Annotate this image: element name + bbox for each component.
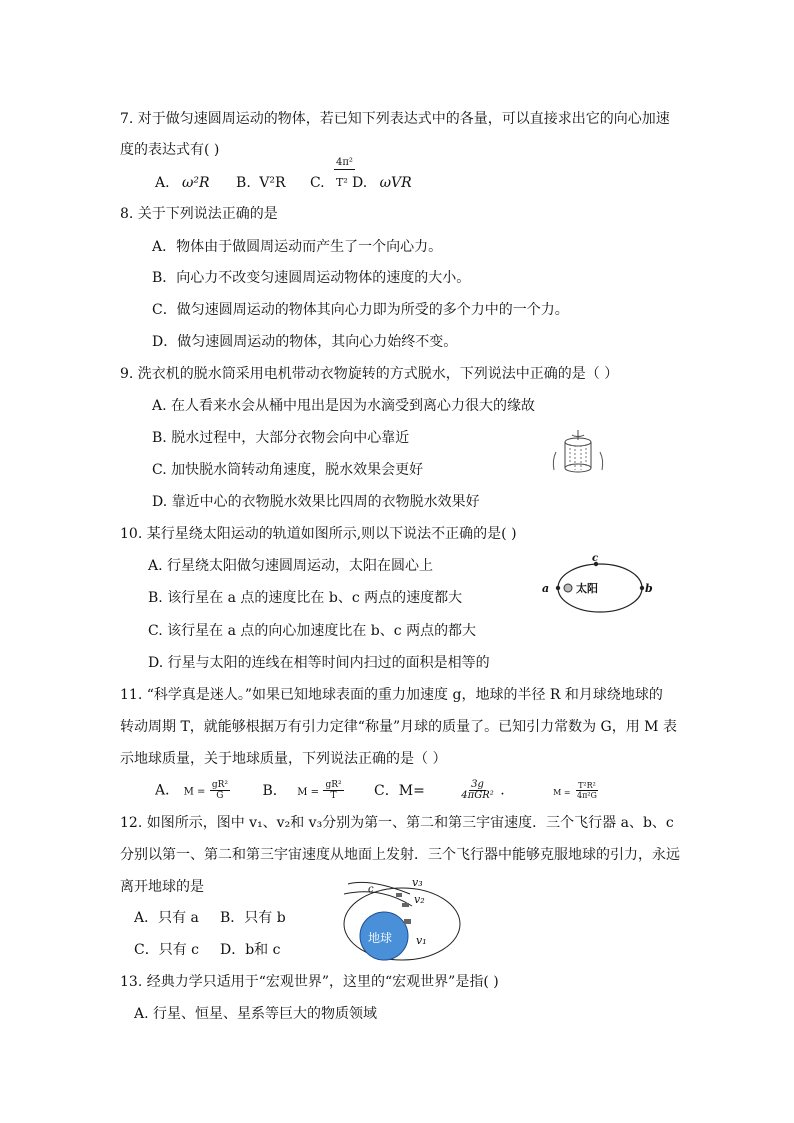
- q10-option-a: A. 行星绕太阳做匀速圆周运动，太阳在圆心上: [148, 558, 434, 574]
- q8-option-c: C．做匀速圆周运动的物体其向心力即为所受的多个力中的一个力。: [152, 302, 569, 318]
- sun-marker: [564, 584, 572, 592]
- q10-option-d: D. 行星与太阳的连线在相等时间内扫过的面积是相等的: [148, 655, 490, 671]
- trajectory-c-label: c: [368, 884, 374, 895]
- q11-option-a-denominator: G: [216, 791, 224, 801]
- orbit-sun-label: 太阳: [576, 582, 598, 595]
- q7-option-c-label: C.: [309, 175, 325, 191]
- q7-option-c-numerator: 4π²: [336, 157, 353, 168]
- q10-option-b: B. 该行星在 a 点的速度比在 b、c 两点的速度都大: [148, 590, 463, 606]
- q11-option-c-label: C．M=: [374, 782, 425, 799]
- q11-option-d-prefix: M =: [553, 787, 571, 797]
- q7-option-c-denominator: T²: [336, 176, 348, 189]
- q11-option-a-label: A．: [155, 782, 180, 799]
- q7-option-b-math: V²R: [259, 175, 286, 191]
- q11-option-a-numerator: gR²: [211, 780, 228, 790]
- q10-option-c: C. 该行星在 a 点的向心加速度比在 b、c 两点的都大: [148, 623, 477, 639]
- q7-option-a-label: A.: [155, 175, 170, 191]
- q12-option-c: C．只有 c: [134, 942, 200, 958]
- spacecraft-a: [396, 893, 402, 897]
- q9-option-a: A. 在人看来水会从桶中甩出是因为水滴受到离心力很大的缘故: [152, 398, 536, 414]
- q12-stem-line3: 离开地球的是: [120, 879, 204, 895]
- q13-option-a: A. 行星、恒星、星系等巨大的物质领域: [134, 1006, 378, 1022]
- q11-option-d-denominator: 4π²G: [577, 791, 597, 800]
- q7-stem-line1: 7. 对于做匀速圆周运动的物体，若已知下列表达式中的各量，可以直接求出它的向心加速: [120, 111, 670, 127]
- water-spray-left: [553, 452, 556, 470]
- q7-option-b-label: B.: [236, 175, 251, 191]
- q9-option-d: D. 靠近中心的衣物脱水效果比四周的衣物脱水效果好: [152, 494, 480, 510]
- q12-stem-line1: 12. 如图所示，图中 v₁、v₂和 v₃分别为第一、第二和第三宇宙速度．三个飞行器 a、b、c: [120, 815, 674, 831]
- q11-option-b-label: B．: [262, 782, 287, 799]
- q9-stem: 9. 洗衣机的脱水筒采用电机带动衣物旋转的方式脱水，下列说法中正确的是（ ）: [120, 366, 619, 382]
- cosmic-velocity-figure: [340, 872, 465, 962]
- point-b-dot: [640, 586, 644, 590]
- orbit-c-label: c: [592, 553, 599, 564]
- q11-option-c-fraction: [459, 780, 495, 801]
- q11-option-a-fraction: [210, 780, 230, 801]
- q13-stem: 13. 经典力学只适用于“宏观世界”，这里的“宏观世界”是指( ): [120, 974, 499, 990]
- q8-option-b: B．向心力不改变匀速圆周运动物体的速度的大小。: [152, 270, 471, 286]
- q8-option-a: A．物体由于做圆周运动而产生了一个向心力。: [152, 239, 443, 255]
- earth-label: 地球: [368, 931, 393, 945]
- q7-options: [155, 174, 325, 192]
- q7-stem-line2: 度的表达式有( ): [120, 142, 220, 158]
- q11-option-b-numerator: gR²: [325, 780, 342, 790]
- q12-option-a: A．只有 a: [134, 910, 199, 926]
- q7-option-a-math: ω²R: [182, 175, 210, 191]
- q7-option-d-math: ωVR: [379, 175, 412, 191]
- q11-stem-line1: 11. “科学真是迷人。”如果已知地球表面的重力加速度 g，地球的半径 R 和月球绕地球的: [120, 687, 663, 703]
- v3-label: v₃: [412, 876, 423, 889]
- q11-stem-line2: 转动周期 T，就能够根据万有引力定律“称量”月球的质量了。已知引力常数为 G，用 M 表: [120, 719, 677, 735]
- q11-option-b-denominator: T: [330, 791, 337, 801]
- orbit-a-label: a: [542, 582, 550, 595]
- v1-label: v₁: [416, 934, 427, 947]
- q11-option-b-fraction: [323, 780, 343, 801]
- q11-option-c-numerator: 3g: [471, 779, 484, 790]
- q11-option-c-suffix: .: [500, 782, 505, 799]
- q11-option-a-prefix: M =: [183, 786, 206, 798]
- water-spray-right: [600, 452, 603, 470]
- v2-label: v₂: [414, 893, 425, 906]
- q12-option-b: B．只有 b: [220, 910, 286, 926]
- q11-options: [155, 780, 599, 802]
- point-a-dot: [556, 586, 560, 590]
- q11-option-b-prefix: M =: [297, 786, 319, 798]
- q7-option-c-fraction: [334, 157, 355, 170]
- q7-option-d-label: D.: [352, 175, 368, 191]
- q10-stem: 10. 某行星绕太阳运动的轨道如图所示,则以下说法不正确的是( ): [120, 526, 517, 542]
- q8-stem: 8. 关于下列说法正确的是: [120, 206, 278, 222]
- q7-option-d: [352, 174, 412, 192]
- drum-bottom-ellipse: [565, 464, 591, 472]
- spin-dryer-figure: [548, 430, 608, 480]
- q8-option-d: D．做匀速圆周运动的物体，其向心力始终不变。: [152, 334, 458, 350]
- q11-option-d-numerator: T²R²: [578, 781, 596, 790]
- q11-option-c-denominator: 4πGR²: [461, 790, 494, 801]
- q11-stem-line3: 示地球质量，关于地球质量，下列说法正确的是（ ）: [120, 751, 447, 767]
- q9-option-b: B. 脱水过程中，大部分衣物会向中心靠近: [152, 430, 410, 446]
- orbit-b-label: b: [645, 582, 653, 595]
- q12-stem-line2: 分别以第一、第二和第三宇宙速度从地面上发射．三个飞行器中能够克服地球的引力，永远: [120, 847, 680, 863]
- q9-option-c: C. 加快脱水筒转动角速度，脱水效果会更好: [152, 462, 424, 478]
- spacecraft-b: [402, 903, 409, 907]
- spacecraft-c: [404, 919, 411, 924]
- q11-option-d-fraction: [575, 781, 599, 800]
- q12-option-d: D．b和 c: [220, 942, 281, 958]
